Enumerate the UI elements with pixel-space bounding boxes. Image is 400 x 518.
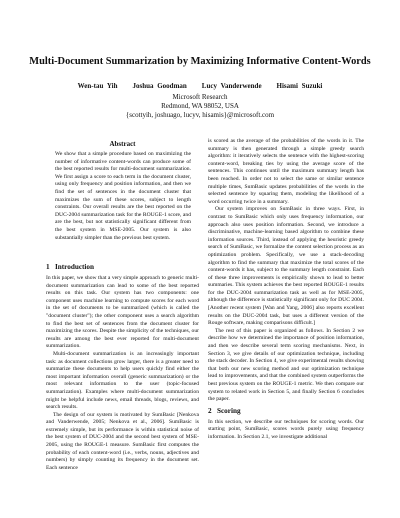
affiliation-org: Microsoft Research xyxy=(172,93,228,101)
abstract-body xyxy=(55,151,191,242)
right-paragraph-3: The rest of this paper is organized as follows. In Section 2 we describe how we determined the importance of position information, and then we describe several term scoring mechanisms. Next, in Section 3, we give details of our optimization technique, including the stack decoder. In Section 4, we give experimental results showing that both our new scoring method and our optimization technique lead to improvements, and that the combined system outperforms the best previous system on the ROUGE-1 metric. We then compare our system to related work in Section 5, and finally Section 6 concludes the paper. xyxy=(208,327,364,403)
abstract-text: We show that a simple procedure based on maximizing the number of informative content-words can produce some of the best reported results for multi-document summarization. We first assign a score to each term in the document cluster, using only frequency and position information, and then we find the set of sentences in the document cluster that maximizes the sum of these scores, subject to length constraints. Our overall results are the best reported on the DUC-2004 summarization task for the ROUGE-1 score, and are the best, but not statistically significant different from the best system in MSE-2005. Our system is also substantially simpler than the previous best system. xyxy=(55,151,191,241)
intro-paragraph-1: In this paper, we show that a very simple approach to generic multi-document summarization can lead to some of the best reported results on this task. Our system has two components: one component uses machine learning to compute scores for each word in the set of documents to be summarized (which is called the "document cluster"); the other component uses a search algorithm to find the best set of sentences from the document cluster for maximizing the scores. Despite the simplicity of the techniques, our results are among the best ever reported for multi-document summarization. xyxy=(46,275,199,350)
right-paragraph-2: Our system improves on SumBasic in three ways. First, in contrast to SumBasic which only uses frequency information, our approach also uses position information. Second, we introduce a discriminative, machine-learning based algorithm to combine these information sources. Third, instead of applying the heuristic greedy search of SumBasic, we formalize the content selection process as an optimization problem. Specifically, we use a stack-decoding algorithm to find the summary that maximize the total scores of the content-words it has, subject to the summary length constraint. Each of these three improvements is empirically shown to lead to better summaries. This system achieves the best reported ROUGE-1 results for the DUC-2004 summarization task as well as for MSE-2005, although the difference is statistically significant only for DUC 2004. [Another recent system [Wan and Yang, 2006] also reports excellent results on the DUC-2004 task, but uses a different version of the Rouge software, making comparisons difficult.] xyxy=(208,206,364,327)
section-1-heading: 1 Introduction xyxy=(46,263,94,271)
intro-paragraph-3: The design of our system is motivated by SumBasic [Nenkova and Vanderwende, 2005; Nenkova et al., 2006]. SumBasic is extremely simple, but its performance is within statistical noise of the best system of DUC-2004 and the second best system of MSE-2005, using the ROUGE-1 measure. SumBasic first computes the probability of each content-word (i.e., verbs, nouns, adjectives and numbers) by simply counting its frequency in the document set. Each sentence xyxy=(46,411,199,471)
scoring-paragraph-1: In this section, we describe our techniques for scoring words. Our starting point, SumBasic, scores words purely using frequency information. In Section 2.1, we investigate additional xyxy=(208,418,364,440)
section-2-heading: 2 Scoring xyxy=(208,406,241,415)
intro-paragraph-2: Multi-document summarization is an increasingly important task: as document collections grow larger, there is a greater need to summarize these documents to help users quickly find either the most important information overall (generic summarization) or the most relevant information to the user (topic-focused summarization). Examples where multi-document summarization might be helpful include news, email threads, blogs, reviews, and search results. xyxy=(46,350,199,411)
right-paragraph-1: is scored as the average of the probabilities of the words in it. The summary is then generated through a simple greedy search algorithm: it iteratively selects the sentence with the highest-scoring content-word, breaking ties by using the average score of the sentences. This continues until the maximum summary length has been reached. In order not to select the same or similar sentence multiple times, SumBasic updates probabilities of the words in the selected sentence by squaring them, modeling the likelihood of a word occurring twice in a summary. xyxy=(208,138,364,205)
paper-title: Multi-Document Summarization by Maximizing Informative Content-Words xyxy=(29,56,371,67)
author-email: {scottyih, joshuago, lucyv, hisamis}@microsoft.com xyxy=(125,111,275,119)
right-column xyxy=(208,138,364,442)
author-list: Wen-tau Yih Joshua Goodman Lucy Vanderwende Hisami Suzuki xyxy=(77,82,323,90)
abstract-heading: Abstract xyxy=(109,140,136,148)
left-column xyxy=(46,263,199,472)
affiliation-address: Redmond, WA 98052, USA xyxy=(161,102,239,110)
